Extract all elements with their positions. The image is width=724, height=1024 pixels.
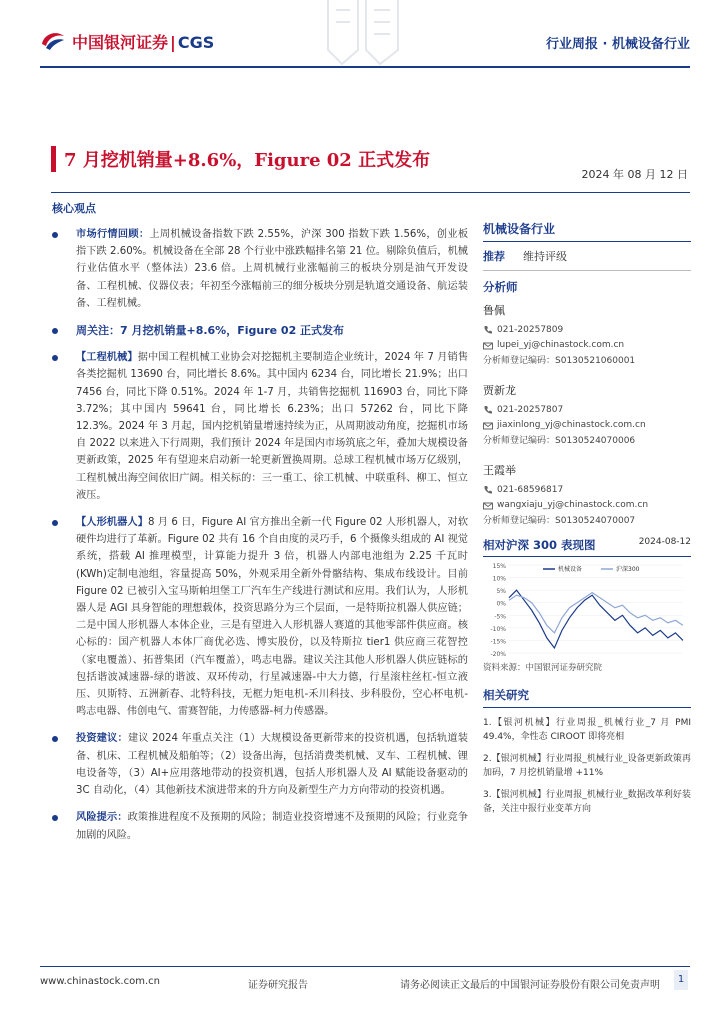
analysts-label: 分析师 (483, 280, 518, 294)
bullet-text: 建议 2024 年重点关注（1）大规模设备更新带来的投资机遇，包括轨道装备、机床、工程机械及船舶等；（2）设备出海，包括消费类机械、叉车、工程机械、锂电设备等，（3）AI+应用落地带动的投资机遇，包括人形机器人及 AI 赋能设备驱动的 3C 自动化，（4）其他新技术演进带来的升方向及新型生产力方向带动的投资机遇。 (76, 733, 468, 797)
brand-separator: | (170, 33, 176, 52)
analyst-email[interactable]: wangxiaju_yj@chinastock.com.cn (497, 500, 649, 510)
cgs-watermark-icon (322, 0, 404, 66)
analyst-phone-row (483, 403, 691, 419)
bullet-market-review (50, 226, 468, 312)
legend-label: 沪深300 (616, 566, 640, 573)
page-header (0, 0, 724, 68)
rating-value: 维持评级 (523, 250, 567, 263)
phone-icon (483, 485, 493, 495)
bullet-dot-icon (52, 815, 58, 821)
chart-header (483, 537, 691, 557)
analyst-phone: 021-20257809 (497, 324, 564, 335)
header-divider (40, 66, 690, 68)
bullet-lead: 风险提示： (76, 812, 128, 824)
analyst-card (483, 303, 691, 369)
report-title: 7 月挖机销量+8.6%，Figure 02 正式发布 (64, 150, 431, 171)
bullet-text: 政策推进程度不及预期的风险；制造业投资增速不及预期的风险；行业竞争加剧的风险。 (76, 812, 469, 841)
y-tick-label: -5% (494, 613, 506, 621)
bullet-weekly-focus (50, 322, 468, 339)
y-tick-label: -10% (490, 625, 506, 633)
y-tick-label: 15% (492, 563, 506, 570)
bullet-text: 周关注：7 月挖机销量+8.6%，Figure 02 正式发布 (76, 324, 345, 338)
bullet-risk-warning (50, 809, 468, 843)
page-number: 1 (674, 970, 688, 990)
brand-en: CGS (177, 33, 215, 52)
bullet-dot-icon (52, 355, 58, 361)
rating-row (483, 248, 691, 271)
analyst-phone-row (483, 323, 691, 339)
report-category: 行业周报 · 机械设备行业 (546, 37, 690, 52)
bullet-text: 8 月 6 日，Figure AI 官方推出全新一代 Figure 02 人形机器人，对软硬件均进行了革新。Figure 02 共有 16 个自由度的灵巧手，6 个摄像头组成的 AI 视觉系统，搭载 AI 推理模型，计算能力提升 3 倍，机器人内部电池组为 2.25 千瓦时(KWh)定制电池组，容量提高 50%，外观采用全新外骨骼结构、集成布线设计。目前 Figure 02 已被引入宝马斯帕坦堡工厂汽车生产线进行测试和应用。我们认为，人形机器人是 AGI 具身智能的理想载体，投资思路分为三个层面，一是特斯拉机器人供应链；二是中国人形机器人本体企业，三是有望进入人形机器人赛道的其他零部件供应商。核心标的：国产机器人本体厂商优必选、博实股份，以及特斯拉 tier1 供应商三花智控（家电覆盖）、拓普集团（汽车覆盖），鸣志电器。建议关注其他人形机器人供应链标的包括谐波减速器-绿的谐波、双环传动，行星减速器-中大力德，行星滚柱丝杠-恒立液压、贝斯特、五洲新春、北特科技，无框力矩电机-禾川科技、步科股份，空心杯电机-鸣志电器、伟创电气、雷赛智能，力传感器-柯力传感器。 (76, 517, 469, 718)
analyst-name: 王霞举 (483, 464, 516, 477)
bullet-dot-icon (52, 520, 58, 526)
analyst-phone-row (483, 483, 691, 499)
title-divider (51, 192, 690, 193)
y-tick-label: 0% (496, 600, 506, 608)
bullet-lead: 【人形机器人】 (76, 517, 148, 529)
analyst-phone: 021-20257807 (497, 404, 564, 415)
chart-plot (483, 559, 691, 659)
footer-disclaimer: 请务必阅读正文最后的中国银河证券股份有限公司免责声明 (400, 980, 660, 991)
chart-date: 2024-08-12 (638, 537, 691, 547)
phone-icon (483, 325, 493, 335)
analyst-reg: 分析师登记编码：S0130524070006 (483, 435, 636, 446)
analyst-reg: 分析师登记编码：S0130521060001 (483, 355, 636, 366)
cgs-logo-icon (40, 30, 66, 52)
main-content (50, 226, 468, 854)
email-icon (483, 341, 493, 351)
email-icon (483, 421, 493, 431)
analyst-phone: 021-68596817 (497, 484, 564, 495)
analyst-card (483, 383, 691, 449)
relative-performance-chart (483, 537, 691, 673)
bullet-humanoid-robot (50, 514, 468, 720)
phone-icon (483, 405, 493, 415)
bullet-lead: 市场行情回顾： (76, 229, 150, 240)
bullet-lead: 【工程机械】 (76, 352, 138, 364)
chart-title: 相对沪深 300 表现图 (483, 538, 596, 552)
email-icon (483, 501, 493, 511)
industry-name: 机械设备行业 (483, 220, 691, 242)
related-item[interactable]: 2.【银河机械】行业周报_机械行业_设备更新政策再加码，7 月挖机销量增 +11% (483, 754, 691, 778)
y-tick-label: 5% (496, 588, 506, 596)
analyst-card (483, 463, 691, 529)
bullet-dot-icon (52, 232, 58, 238)
y-tick-label: -20% (490, 651, 506, 658)
analyst-email[interactable]: lupei_yj@chinastock.com.cn (497, 340, 625, 350)
analyst-email[interactable]: jiaxinlong_yj@chinastock.com.cn (497, 420, 646, 430)
y-tick-label: -15% (490, 638, 506, 646)
related-research-label: 相关研究 (483, 687, 691, 708)
analyst-email-row (483, 338, 691, 354)
bullet-dot-icon (52, 736, 58, 742)
sidebar (483, 220, 691, 816)
footer-divider (40, 966, 690, 967)
analyst-reg: 分析师登记编码：S0130524070007 (483, 515, 636, 526)
related-item[interactable]: 3.【银河机械】行业周报_机械行业_数据改革利好装备，关注中报行业变革方向 (483, 790, 691, 814)
brand-name (72, 30, 214, 53)
brand-cn: 中国银河证券 (72, 33, 169, 52)
legend-label: 机械设备 (558, 566, 583, 573)
related-item[interactable]: 1.【银河机械】行业周报_机械行业_7 月 PMI 49.4%，伞性态 CIROOT 即将亮相 (483, 718, 691, 742)
bullet-text: 据中国工程机械工业协会对挖掘机主要制造企业统计，2024 年 7 月销售各类挖掘机 13690 台，同比增长 8.6%。其中国内 6234 台，同比增长 21.9%；出口 7456 台，同比下降 0.51%。2024 年 1-7 月，共销售挖掘机 116903 台，同比下降 3.72%；其中国内 59641 台，同比增长 6.23%；出口 57262 台，同比下降 12.3%。2024 年 3 月起，国内挖机销量增速持续为正，从周期波动角度，挖掘机市场自 2022 以来进入下行周期，我们预计 2024 年是国内市场筑底之年，叠加大规模设备更新政策，2025 年有望迎来启动新一轮更新置换周期。总球工程机械市场万亿级别，工程机械出海空间依旧广阔。相关标的：三一重工、徐工机械、中联重科、柳工、恒立液压。 (76, 352, 469, 501)
core-views-label: 核心观点 (52, 202, 96, 215)
footer-report-type: 证券研究报告 (248, 980, 308, 991)
bullet-dot-icon (52, 328, 58, 334)
chart-source: 资料来源：中国银河证券研究院 (483, 663, 603, 673)
bullet-construction-machinery (50, 349, 468, 504)
bullet-lead: 投资建议： (76, 733, 128, 745)
analyst-email-row (483, 418, 691, 434)
bullet-text: 上周机械设备指数下跌 2.55%，沪深 300 指数下跌 1.56%，创业板指下跌 2.60%。机械设备在全部 28 个行业中涨跌幅排名第 21 位。剔除负值后，机械行业估值水平（整体法）23.6 倍。上周机械行业涨幅前三的板块分别是油气开发设备、工程机械、仪器仪表；年初至今涨幅前三的细分板块分别是轨道交通设备、航运装备、工程机械。 (76, 229, 469, 309)
analyst-name: 贾新龙 (483, 384, 516, 397)
bullet-investment-advice (50, 730, 468, 799)
title-accent-bar (51, 146, 56, 172)
footer-url[interactable]: www.chinastock.com.cn (40, 976, 160, 987)
analyst-email-row (483, 498, 691, 514)
analyst-name: 鲁佩 (483, 304, 505, 317)
rating-label: 推荐 (483, 250, 505, 263)
y-tick-label: 10% (492, 575, 506, 583)
report-date: 2024 年 08 月 12 日 (581, 168, 688, 181)
series-line (509, 593, 683, 633)
